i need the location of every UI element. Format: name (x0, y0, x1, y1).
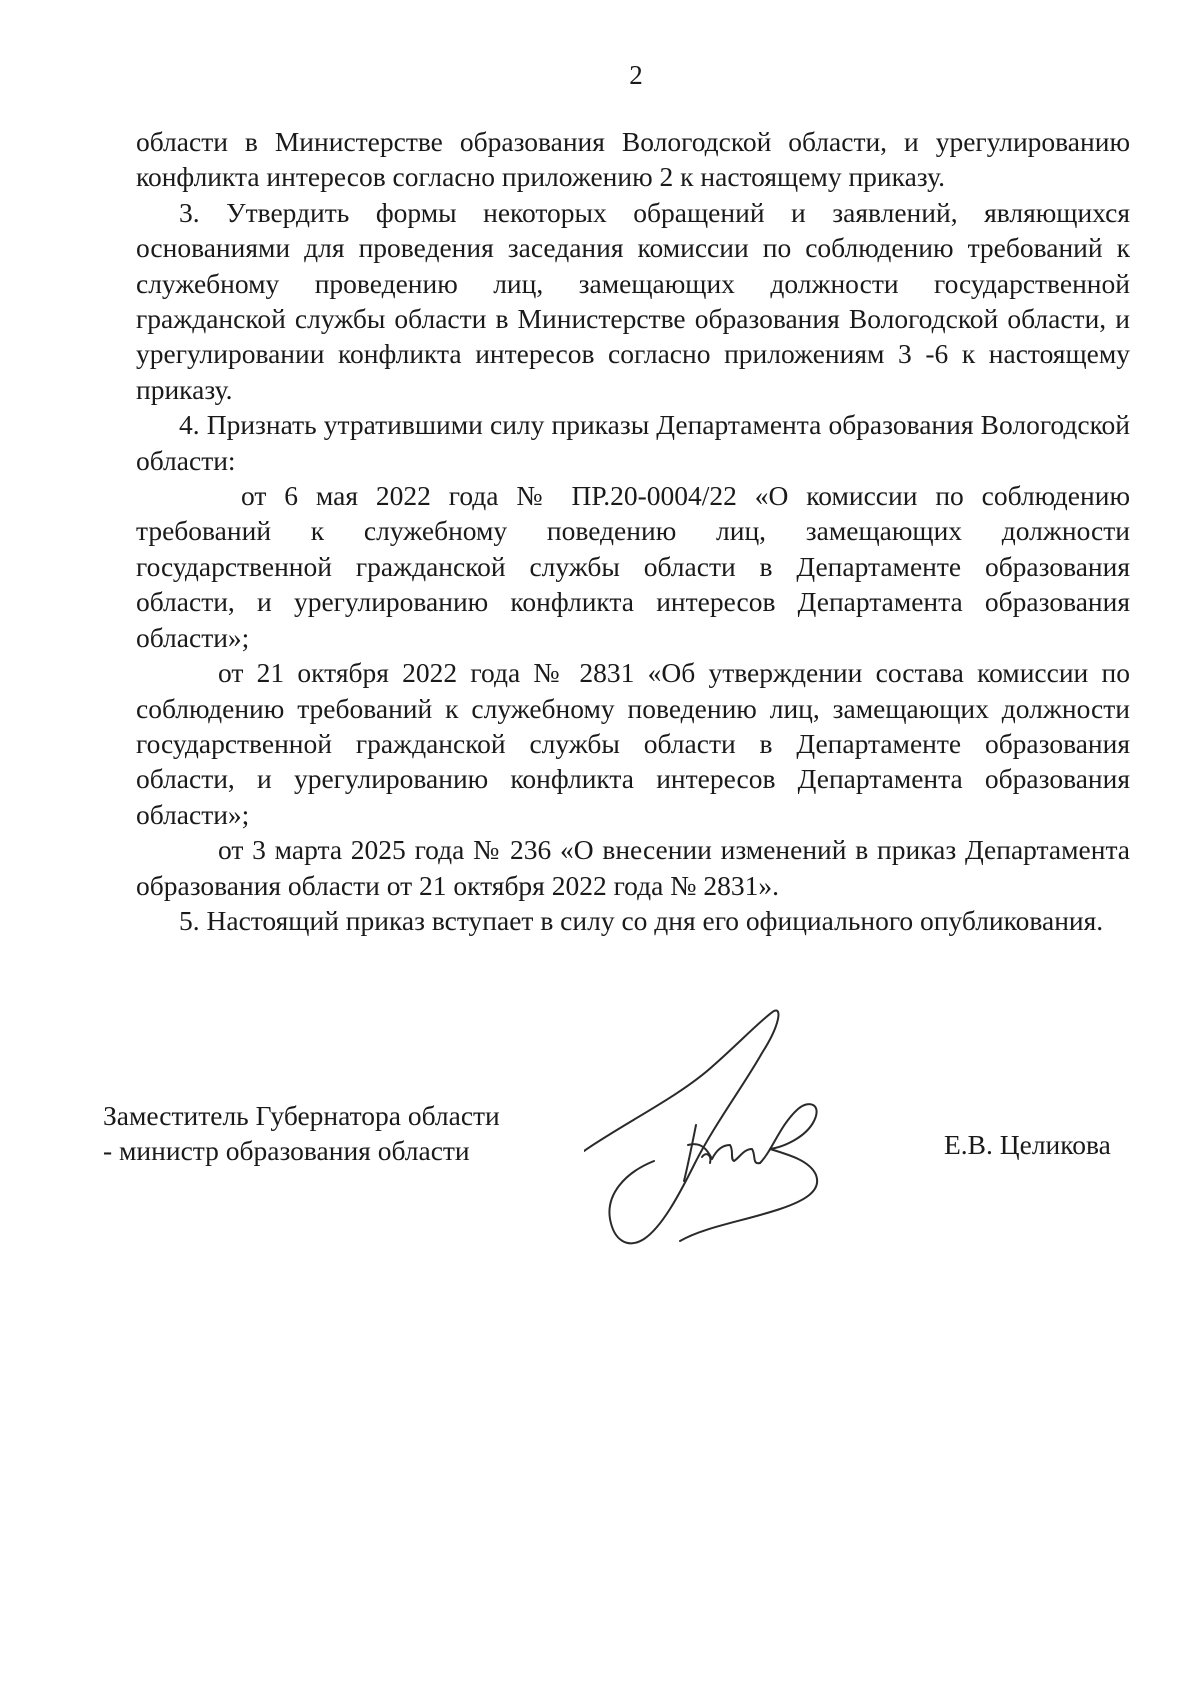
repealed-order-3: от 3 марта 2025 года № 236 «О внесении изменений в приказ Департамента образования области от 21 октября 2022 года № 2831». (136, 834, 1130, 901)
signer-position-line-1: Заместитель Губернатора области (103, 1100, 500, 1131)
paragraph-item-5: 5. Настоящий приказ вступает в силу со дня его официального опубликования. (179, 904, 1104, 936)
document-body (136, 124, 1130, 938)
paragraph-continuation: области в Министерстве образования Вологодской области, и урегулированию конфликта интересов согласно приложению 2 к настоящему приказу. (136, 126, 1130, 193)
repealed-order-1: от 6 мая 2022 года № ПР.20-0004/22 «О комиссии по соблюдению требований к служебному поведению лиц, замещающих должности государственной гражданской службы области в Департаменте образования области, и урегулированию конфликта интересов Департамента образования области»; (136, 480, 1130, 653)
paragraph-item-4: 4. Признать утратившими силу приказы Департамента образования Вологодской области: (136, 409, 1130, 476)
signer-position-line-2: - министр образования области (103, 1135, 470, 1167)
paragraph-item-3: 3. Утвердить формы некоторых обращений и заявлений, являющихся основаниями для проведения заседания комиссии по соблюдению требований к служебному проведению лиц, замещающих должности государственной гражданской службы области в Министерстве образования Вологодской области, и урегулировании конфликта интересов согласно приложениям 3 -6 к настоящему приказу. (136, 196, 1130, 405)
repealed-order-2: от 21 октября 2022 года № 2831 «Об утверждении состава комиссии по соблюдению требований к служебному поведению лиц, замещающих должности государственной гражданской службы области в Департаменте образования области, и урегулированию конфликта интересов Департамента образования области»; (136, 657, 1130, 830)
page-number: 2 (629, 60, 643, 90)
handwritten-signature (584, 1005, 874, 1245)
signer-position (103, 1098, 500, 1169)
signer-name: Е.В. Целикова (944, 1129, 1111, 1160)
